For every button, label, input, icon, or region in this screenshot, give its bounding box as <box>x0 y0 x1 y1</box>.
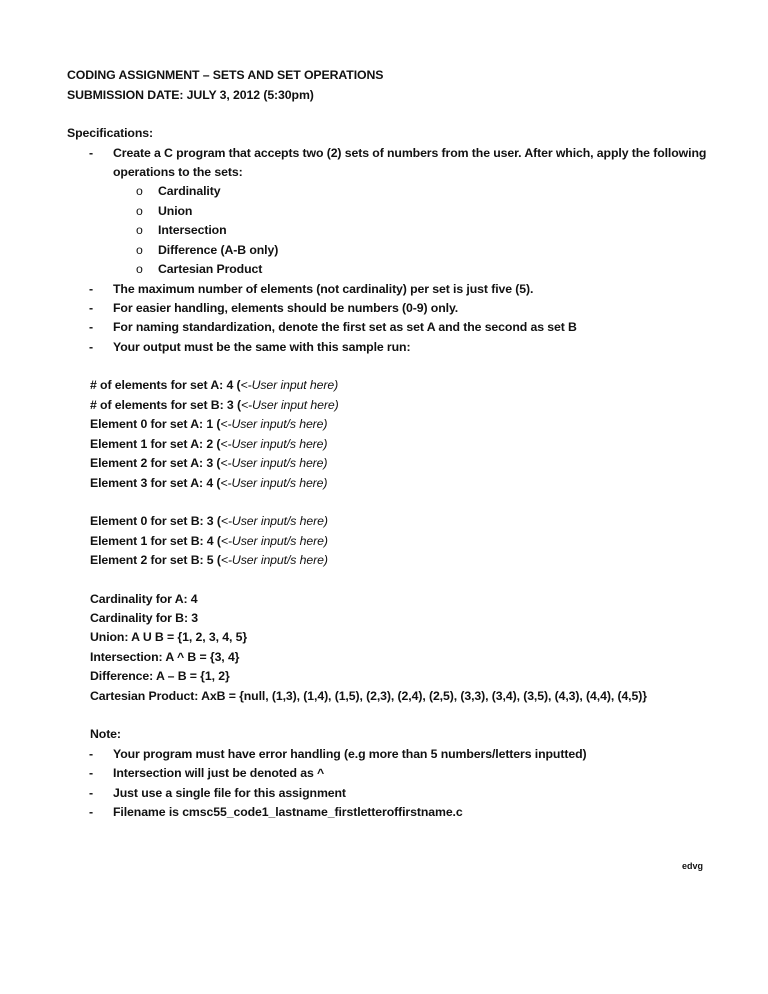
bullet-dash: - <box>89 320 93 334</box>
spec-item-2: The maximum number of elements (not cardinality) per set is just five (5). <box>113 282 534 296</box>
note-heading: Note: <box>90 727 121 741</box>
sub-bullet: o <box>136 223 143 237</box>
sub-bullet: o <box>136 243 143 257</box>
note-item-2: Intersection will just be denoted as ^ <box>113 766 325 780</box>
note-item-4: Filename is cmsc55_code1_lastname_firstletteroffirstname.c <box>113 805 463 819</box>
bullet-dash: - <box>89 282 93 296</box>
sample-input-line: Element 1 for set A: 2 (<-User input/s here) <box>90 437 328 451</box>
sample-input-line: Element 3 for set A: 4 (<-User input/s here) <box>90 476 328 490</box>
note-item-3: Just use a single file for this assignment <box>113 786 346 800</box>
sample-input-line: Element 1 for set B: 4 (<-User input/s here) <box>90 534 328 548</box>
result-union: Union: A U B = {1, 2, 3, 4, 5} <box>90 630 248 644</box>
sample-input-line: # of elements for set A: 4 (<-User input here) <box>90 378 339 392</box>
sub-bullet: o <box>136 262 143 276</box>
specifications-heading: Specifications: <box>67 126 153 140</box>
result-cartesian-product: Cartesian Product: AxB = {null, (1,3), (1,4), (1,5), (2,3), (2,4), (2,5), (3,3), (3,4), (3,5), (4,3), (4,4), (4,5)} <box>90 689 647 703</box>
result-cardinality-a: Cardinality for A: 4 <box>90 592 198 606</box>
sample-input-line: Element 0 for set B: 3 (<-User input/s here) <box>90 514 328 528</box>
operation-difference: Difference (A-B only) <box>158 243 279 257</box>
sample-input-line: # of elements for set B: 3 (<-User input here) <box>90 398 339 412</box>
result-difference: Difference: A – B = {1, 2} <box>90 669 230 683</box>
operation-cardinality: Cardinality <box>158 184 221 198</box>
result-intersection: Intersection: A ^ B = {3, 4} <box>90 650 240 664</box>
spec-item-1-line-1: Create a C program that accepts two (2) sets of numbers from the user. After which, apply the following <box>113 146 707 160</box>
bullet-dash: - <box>89 805 93 819</box>
operation-intersection: Intersection <box>158 223 227 237</box>
sub-bullet: o <box>136 184 143 198</box>
bullet-dash: - <box>89 766 93 780</box>
sub-bullet: o <box>136 204 143 218</box>
result-cardinality-b: Cardinality for B: 3 <box>90 611 199 625</box>
footer-initials: edvg <box>682 861 704 871</box>
spec-item-5: Your output must be the same with this sample run: <box>113 340 411 354</box>
operation-union: Union <box>158 204 193 218</box>
bullet-dash: - <box>89 340 93 354</box>
sample-input-line: Element 0 for set A: 1 (<-User input/s here) <box>90 417 328 431</box>
operation-cartesian-product: Cartesian Product <box>158 262 263 276</box>
spec-item-4: For naming standardization, denote the first set as set A and the second as set B <box>113 320 577 334</box>
sample-input-line: Element 2 for set A: 3 (<-User input/s here) <box>90 456 328 470</box>
bullet-dash: - <box>89 146 93 160</box>
bullet-dash: - <box>89 747 93 761</box>
assignment-title: CODING ASSIGNMENT – SETS AND SET OPERATIONS <box>67 68 384 82</box>
sample-input-line: Element 2 for set B: 5 (<-User input/s here) <box>90 553 328 567</box>
bullet-dash: - <box>89 786 93 800</box>
bullet-dash: - <box>89 301 93 315</box>
note-item-1: Your program must have error handling (e.g more than 5 numbers/letters inputted) <box>113 747 587 761</box>
submission-date: SUBMISSION DATE: JULY 3, 2012 (5:30pm) <box>67 88 314 102</box>
spec-item-1-line-2: operations to the sets: <box>113 165 243 179</box>
spec-item-3: For easier handling, elements should be numbers (0-9) only. <box>113 301 459 315</box>
